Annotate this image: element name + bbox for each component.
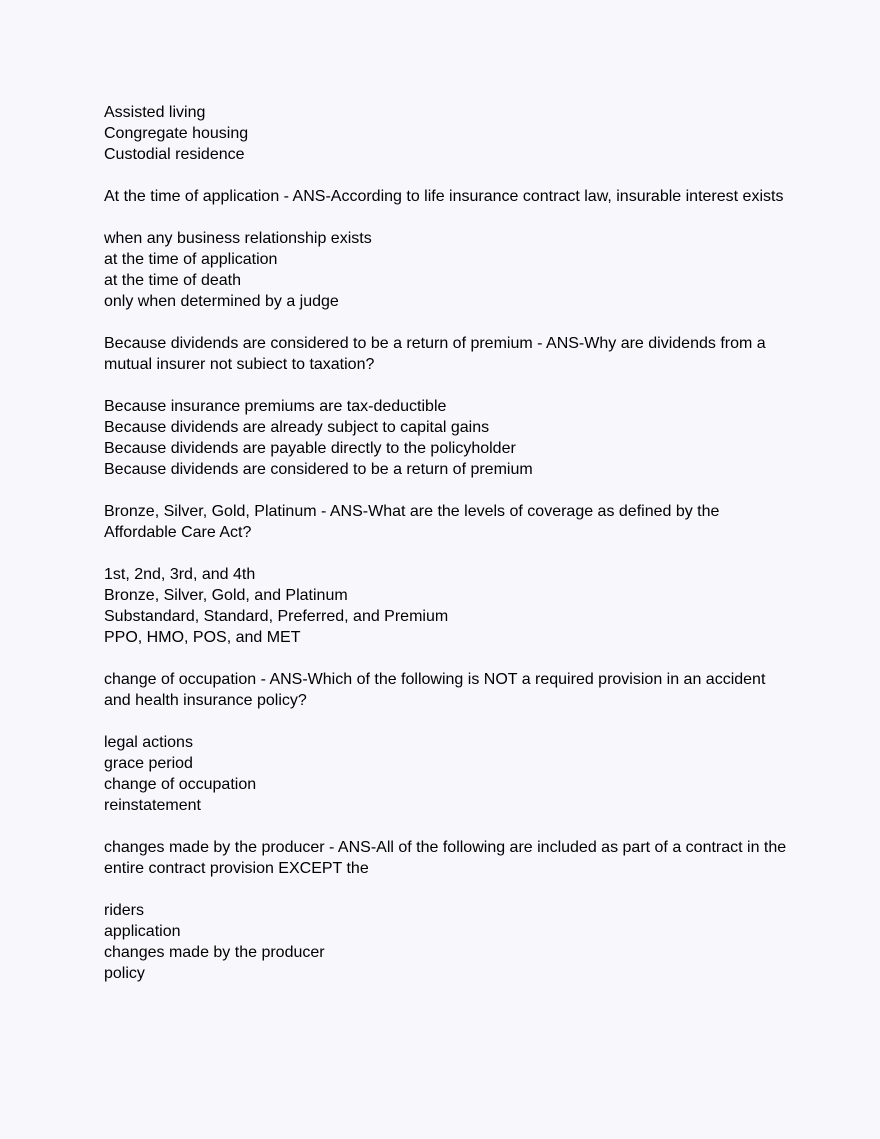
option-line: PPO, HMO, POS, and MET — [104, 629, 301, 646]
blank-line — [104, 711, 790, 732]
question-line: change of occupation - ANS-Which of the following is NOT a required provision in an accident and health insurance policy? — [104, 671, 766, 709]
question-line: Because dividends are considered to be a return of premium - ANS-Why are dividends from a mutual insurer not subiect to taxation? — [104, 335, 766, 373]
option-line: when any business relationship exists — [104, 230, 372, 247]
option-line: 1st, 2nd, 3rd, and 4th — [104, 566, 256, 583]
option-line: at the time of death — [104, 272, 241, 289]
option-line: grace period — [104, 755, 193, 772]
question-line: changes made by the producer - ANS-All of the following are included as part of a contract in the entire contract provision EXCEPT the — [104, 839, 787, 877]
option-line: policy — [104, 965, 145, 982]
blank-line — [104, 879, 790, 900]
option-line: Because dividends are already subject to capital gains — [104, 419, 490, 436]
blank-line — [104, 816, 790, 837]
option-line: Substandard, Standard, Preferred, and Premium — [104, 608, 449, 625]
option-line: Bronze, Silver, Gold, and Platinum — [104, 587, 348, 604]
text-line: Custodial residence — [104, 146, 245, 163]
question-line: Bronze, Silver, Gold, Platinum - ANS-What are the levels of coverage as defined by the Affordable Care Act? — [104, 503, 720, 541]
option-line: Because dividends are payable directly to the policyholder — [104, 440, 516, 457]
blank-line — [104, 207, 790, 228]
text-line: Assisted living — [104, 104, 206, 121]
option-line: riders — [104, 902, 145, 919]
text-line: Congregate housing — [104, 125, 249, 142]
option-line: change of occupation — [104, 776, 257, 793]
question-line: At the time of application - ANS-According to life insurance contract law, insurable interest exists — [104, 188, 784, 205]
blank-line — [104, 480, 790, 501]
option-line: Because insurance premiums are tax-deductible — [104, 398, 447, 415]
blank-line — [104, 648, 790, 669]
option-line: legal actions — [104, 734, 193, 751]
option-line: Because dividends are considered to be a return of premium — [104, 461, 533, 478]
blank-line — [104, 375, 790, 396]
blank-line — [104, 165, 790, 186]
blank-line — [104, 312, 790, 333]
blank-line — [104, 543, 790, 564]
option-line: at the time of application — [104, 251, 278, 268]
option-line: application — [104, 923, 181, 940]
option-line: changes made by the producer — [104, 944, 325, 961]
option-line: reinstatement — [104, 797, 201, 814]
option-line: only when determined by a judge — [104, 293, 339, 310]
